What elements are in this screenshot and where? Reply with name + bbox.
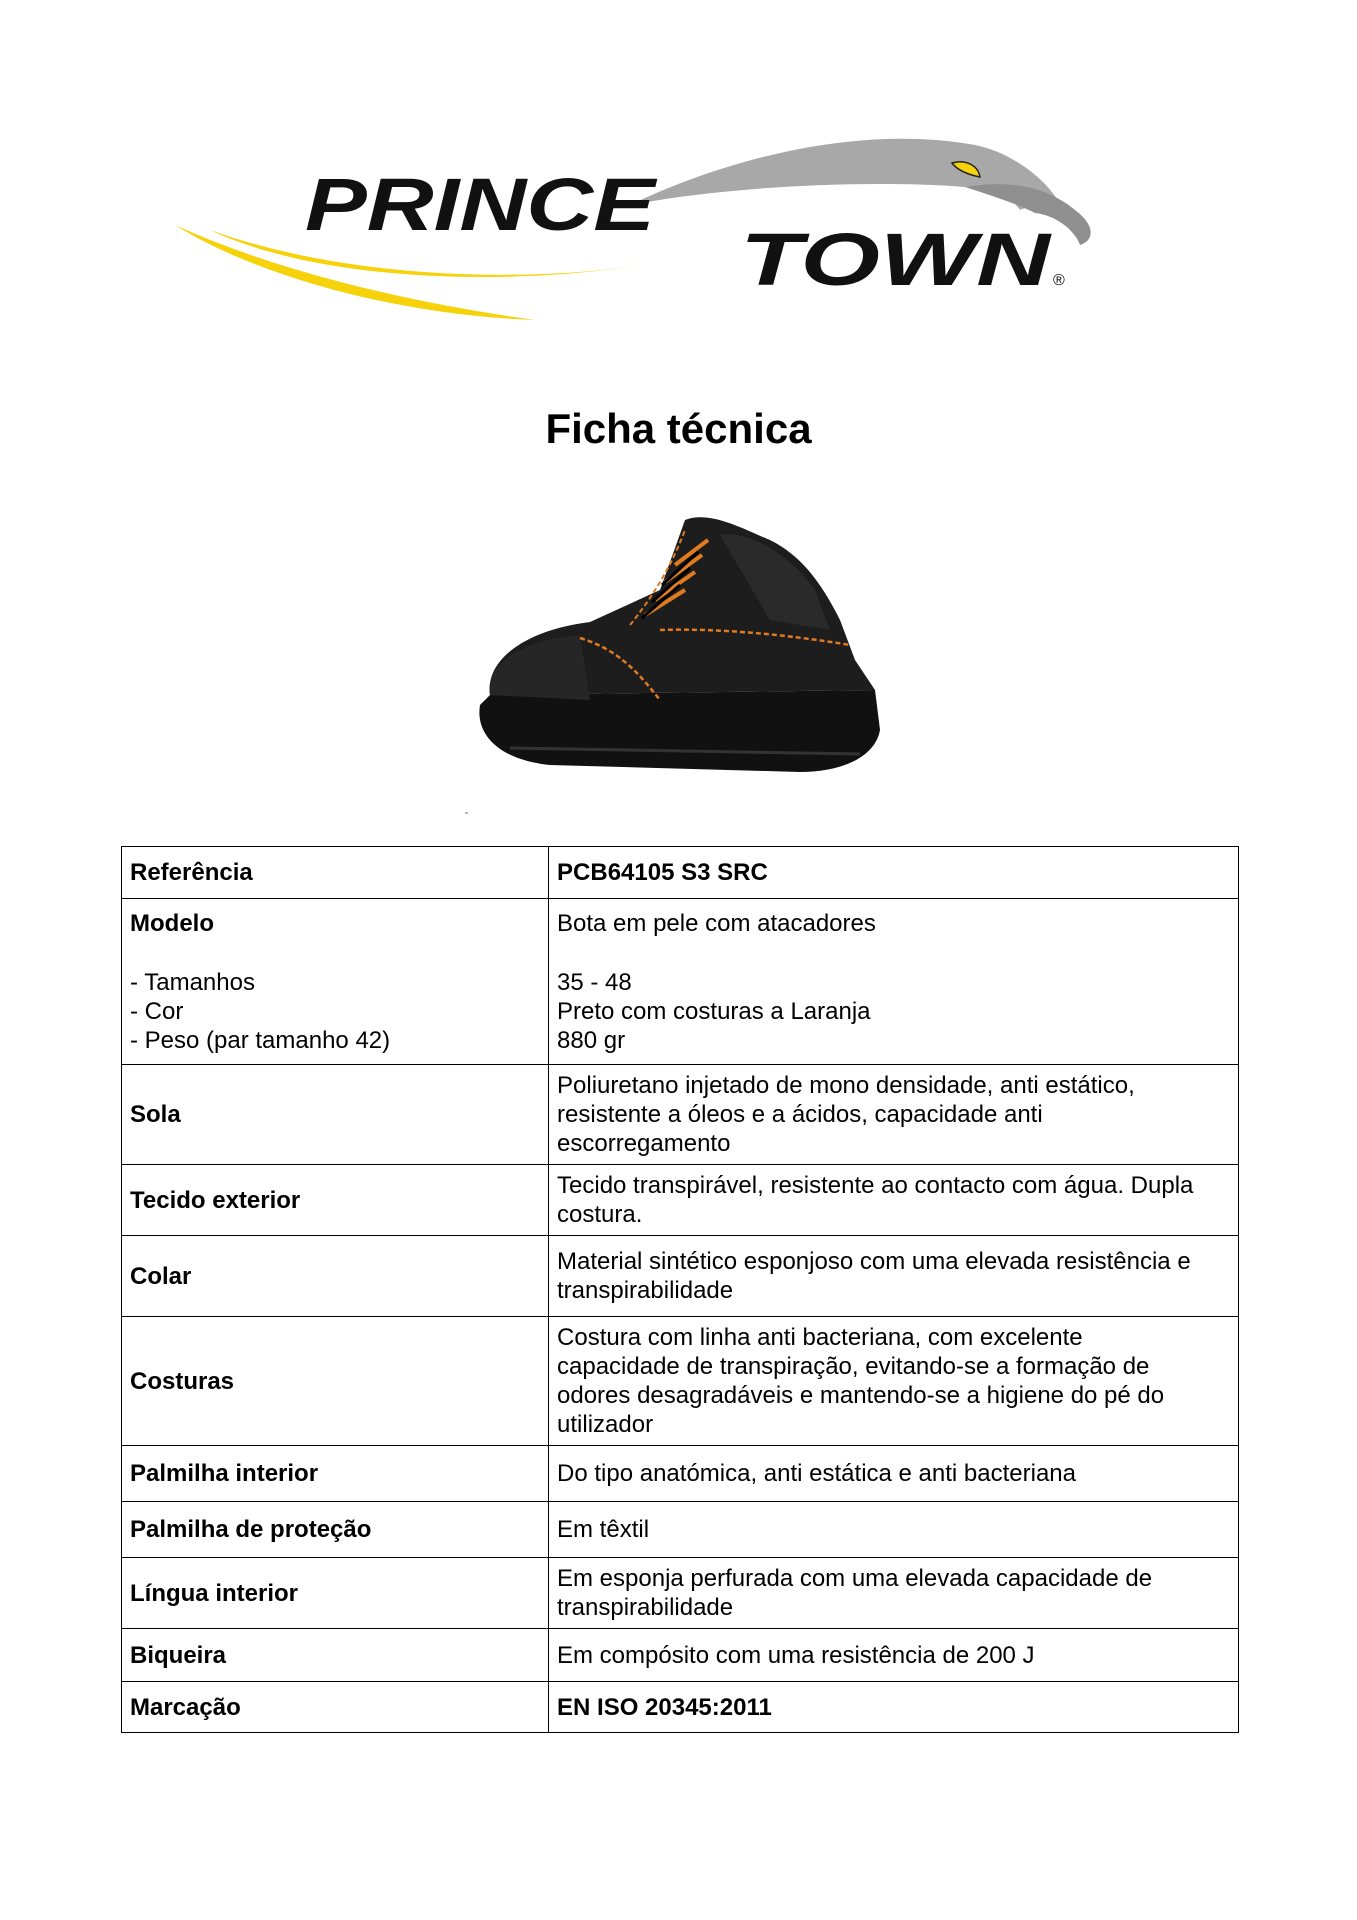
- table-row-tecido-exterior: [122, 1165, 1239, 1236]
- logo-text-prince: PRINCE: [305, 163, 659, 246]
- boot-photo: [470, 510, 890, 780]
- label-lingua-interior: Língua interior: [122, 1558, 549, 1629]
- value-palmilha-protecao: Em têxtil: [549, 1502, 1239, 1558]
- value-modelo-desc: Bota em pele com atacadores: [557, 909, 876, 937]
- table-row-palmilha-protecao: [122, 1502, 1239, 1558]
- value-costuras-line: Costura com linha anti bacteriana, com excelente: [557, 1324, 1083, 1351]
- label-cor: - Cor: [130, 997, 184, 1025]
- table-row-biqueira: [122, 1629, 1239, 1682]
- label-tecido-exterior: Tecido exterior: [122, 1165, 549, 1236]
- value-lingua-line: Em esponja perfurada com uma elevada capacidade de: [557, 1565, 1153, 1592]
- value-costuras-line: capacidade de transpiração, evitando-se a formação de: [557, 1353, 1150, 1380]
- boot-toe-cap: [490, 635, 590, 700]
- label-peso: - Peso (par tamanho 42): [130, 1026, 391, 1054]
- table-row-lingua-interior: [122, 1558, 1239, 1629]
- princetown-logo: [175, 125, 1175, 325]
- logo-eagle-head: [630, 139, 1065, 215]
- page-title: Ficha técnica: [545, 405, 812, 452]
- logo-text-town: TOWN: [740, 218, 1053, 301]
- value-tecido-line: costura.: [557, 1201, 643, 1228]
- label-costuras: Costuras: [122, 1317, 549, 1446]
- value-costuras: [549, 1317, 1239, 1446]
- label-palmilha-interior: Palmilha interior: [122, 1446, 549, 1502]
- spec-table: [121, 846, 1239, 1733]
- table-row-costuras: [122, 1317, 1239, 1446]
- value-colar-line: transpirabilidade: [557, 1277, 734, 1304]
- value-palmilha-interior: Do tipo anatómica, anti estática e anti bacteriana: [549, 1446, 1239, 1502]
- value-colar: [549, 1236, 1239, 1317]
- value-lingua-line: transpirabilidade: [557, 1594, 734, 1621]
- table-row-marcacao: [122, 1682, 1239, 1733]
- label-modelo: [122, 899, 549, 1065]
- label-colar: Colar: [122, 1236, 549, 1317]
- value-costuras-line: utilizador: [557, 1411, 654, 1438]
- value-modelo: [549, 899, 1239, 1065]
- value-biqueira: Em compósito com uma resistência de 200 J: [549, 1629, 1239, 1682]
- label-referencia: Referência: [122, 847, 549, 899]
- label-biqueira: Biqueira: [122, 1629, 549, 1682]
- table-row-colar: [122, 1236, 1239, 1317]
- label-tamanhos: - Tamanhos: [130, 968, 255, 996]
- image-artifact-dot: [465, 812, 468, 814]
- value-colar-line: Material sintético esponjoso com uma elevada resistência e: [557, 1248, 1191, 1275]
- value-tamanhos: 35 - 48: [557, 968, 632, 996]
- value-tecido-line: Tecido transpirável, resistente ao contacto com água. Dupla: [557, 1172, 1194, 1199]
- table-row-palmilha-interior: [122, 1446, 1239, 1502]
- label-sola: Sola: [122, 1065, 549, 1165]
- value-sola: [549, 1065, 1239, 1165]
- table-row-sola: [122, 1065, 1239, 1165]
- value-tecido-exterior: [549, 1165, 1239, 1236]
- table-row-referencia: [122, 847, 1239, 899]
- value-sola-line: resistente a óleos e a ácidos, capacidade anti: [557, 1101, 1043, 1128]
- value-lingua-interior: [549, 1558, 1239, 1629]
- value-cor: Preto com costuras a Laranja: [557, 997, 871, 1025]
- value-sola-line: escorregamento: [557, 1130, 731, 1157]
- boot-sole: [479, 690, 880, 772]
- table-row-modelo: [122, 899, 1239, 1065]
- label-palmilha-protecao: Palmilha de proteção: [122, 1502, 549, 1558]
- label-modelo-title: Modelo: [130, 909, 214, 937]
- label-marcacao: Marcação: [122, 1682, 549, 1733]
- value-referencia: PCB64105 S3 SRC: [549, 847, 1239, 899]
- value-marcacao: EN ISO 20345:2011: [549, 1682, 1239, 1733]
- logo-registered-mark: ®: [1053, 272, 1065, 289]
- value-costuras-line: odores desagradáveis e mantendo-se a higiene do pé do: [557, 1382, 1165, 1409]
- value-sola-line: Poliuretano injetado de mono densidade, anti estático,: [557, 1072, 1135, 1099]
- value-peso: 880 gr: [557, 1026, 626, 1054]
